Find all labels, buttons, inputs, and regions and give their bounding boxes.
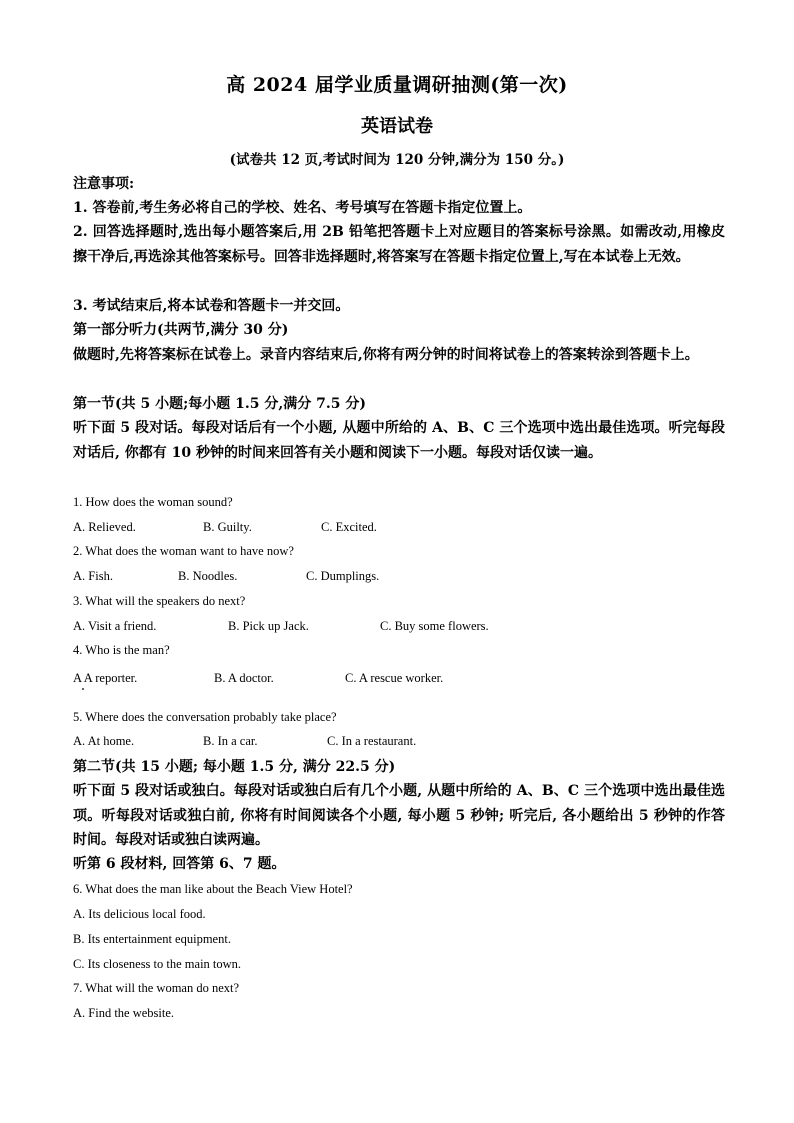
- option-c: C. Excited.: [321, 520, 377, 534]
- material6-heading: 听第 6 段材料, 回答第 6、7 题。: [73, 856, 286, 872]
- section1-heading: 第一节(共 5 小题;每小题 1.5 分,满分 7.5 分): [73, 396, 366, 412]
- option-b: B. Noodles.: [178, 569, 238, 583]
- option-c: C. Its closeness to the main town.: [73, 957, 242, 971]
- question-stem: 1. How does the woman sound?: [73, 495, 233, 509]
- option-a: A A reporter.: [73, 671, 138, 685]
- part1-heading: 第一部分听力(共两节,满分 30 分): [73, 322, 289, 338]
- note-item-1: 1. 答卷前,考生务必将自己的学校、姓名、考号填写在答题卡指定位置上。: [73, 200, 532, 216]
- question-stem: 4. Who is the man?: [73, 643, 170, 657]
- section2-heading: 第二节(共 15 小题; 每小题 1.5 分, 满分 22.5 分): [73, 759, 396, 775]
- note-item-3: 3. 考试结束后,将本试卷和答题卡一并交回。: [73, 298, 350, 314]
- question-stem: 6. What does the man like about the Beach View Hotel?: [73, 882, 353, 896]
- question-stem: 3. What will the speakers do next?: [73, 594, 246, 608]
- option-a: A. At home.: [73, 734, 135, 748]
- section1-instruction: 听下面 5 段对话。每段对话后有一个小题, 从题中所给的 A、B、C 三个选项中选出最佳选项。听完每段对话后, 你都有 10 秒钟的时间来回答有关小题和阅读下一小题。每段对话仅读一遍。: [73, 420, 725, 461]
- option-b: B. Guilty.: [203, 520, 252, 534]
- note-item-2: 2. 回答选择题时,选出每小题答案后,用 2B 铅笔把答题卡上对应题目的答案标号涂黑。如需改动,用橡皮擦干净后,再选涂其他答案标号。回答非选择题时,将答案写在答题卡指定位置上,写在本试卷上无效。: [73, 224, 725, 265]
- option-b: B. In a car.: [203, 734, 258, 748]
- exam-title: 高 2024 届学业质量调研抽测(第一次): [226, 74, 568, 96]
- question-stem: 7. What will the woman do next?: [73, 981, 240, 995]
- section2-instruction: 听下面 5 段对话或独白。每段对话或独白后有几个小题, 从题中所给的 A、B、C 三个选项中选出最佳选项。听每段对话或独白前, 你将有时间阅读各个小题, 每小题 5 秒钟; 听完后, 各小题给出 5 秒钟的作答时间。每段对话或独白读两遍。: [73, 783, 725, 848]
- option-a: A. Fish.: [73, 569, 113, 583]
- question-stem: 2. What does the woman want to have now?: [73, 544, 294, 558]
- option-c: C. In a restaurant.: [327, 734, 417, 748]
- option-a: A. Find the website.: [73, 1006, 175, 1020]
- option-a: A. Its delicious local food.: [73, 907, 206, 921]
- subject-title: 英语试卷: [361, 116, 433, 137]
- question-stem: 5. Where does the conversation probably take place?: [73, 710, 337, 724]
- option-b: B. Pick up Jack.: [228, 619, 309, 633]
- stray-dot: [82, 688, 84, 690]
- option-b: B. Its entertainment equipment.: [73, 932, 231, 946]
- option-c: C. A rescue worker.: [345, 671, 444, 685]
- option-b: B. A doctor.: [214, 671, 274, 685]
- option-a: A. Relieved.: [73, 520, 136, 534]
- notes-heading: 注意事项:: [73, 176, 135, 192]
- option-a: A. Visit a friend.: [73, 619, 157, 633]
- part1-instruction: 做题时,先将答案标在试卷上。录音内容结束后,你将有两分钟的时间将试卷上的答案转涂到答题卡上。: [73, 347, 699, 363]
- option-c: C. Dumplings.: [306, 569, 380, 583]
- option-c: C. Buy some flowers.: [380, 619, 489, 633]
- exam-info: (试卷共 12 页,考试时间为 120 分钟,满分为 150 分。): [229, 152, 565, 168]
